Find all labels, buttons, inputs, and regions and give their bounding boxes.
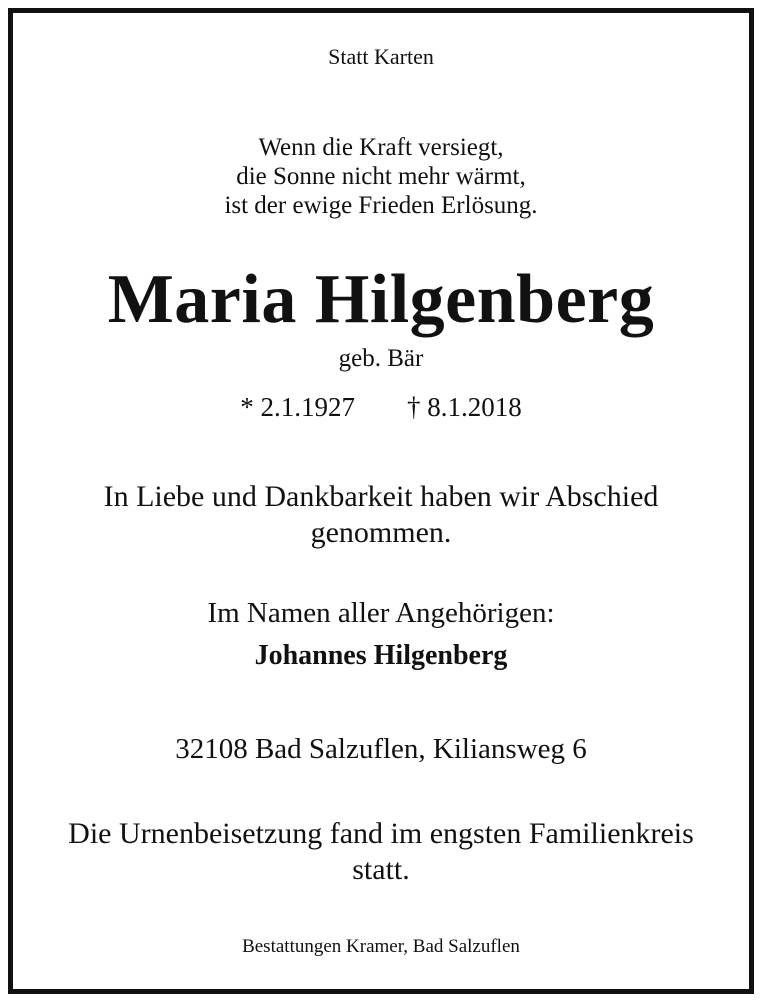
life-dates: [0, 392, 762, 422]
burial-note: [0, 816, 762, 888]
on-behalf-text: Im Namen aller Angehörigen:: [207, 597, 555, 629]
farewell-text: [0, 479, 762, 551]
farewell-line-2: genommen.: [310, 516, 452, 549]
birth-date: * 2.1.1927: [240, 392, 355, 422]
death-date: † 8.1.2018: [407, 392, 522, 422]
verse-line-2: die Sonne nicht mehr wärmt,: [236, 163, 526, 190]
farewell-line-1: In Liebe und Dankbarkeit haben wir Abschied: [103, 480, 659, 513]
burial-line-1: Die Urnenbeisetzung fand im engsten Familienkreis: [68, 817, 694, 850]
signer-name: Johannes Hilgenberg: [254, 640, 508, 671]
deceased-name: Maria Hilgenberg: [107, 261, 655, 338]
verse-block: [0, 133, 762, 220]
verse-line-3: ist der ewige Frieden Erlösung.: [224, 192, 538, 219]
verse-line-1: Wenn die Kraft versiegt,: [258, 134, 504, 161]
burial-line-2: statt.: [352, 853, 410, 886]
maiden-name: geb. Bär: [338, 345, 424, 372]
family-address: 32108 Bad Salzuflen, Kiliansweg 6: [175, 733, 587, 765]
undertaker-credit: Bestattungen Kramer, Bad Salzuflen: [242, 936, 520, 957]
notice-header: Statt Karten: [328, 44, 434, 69]
